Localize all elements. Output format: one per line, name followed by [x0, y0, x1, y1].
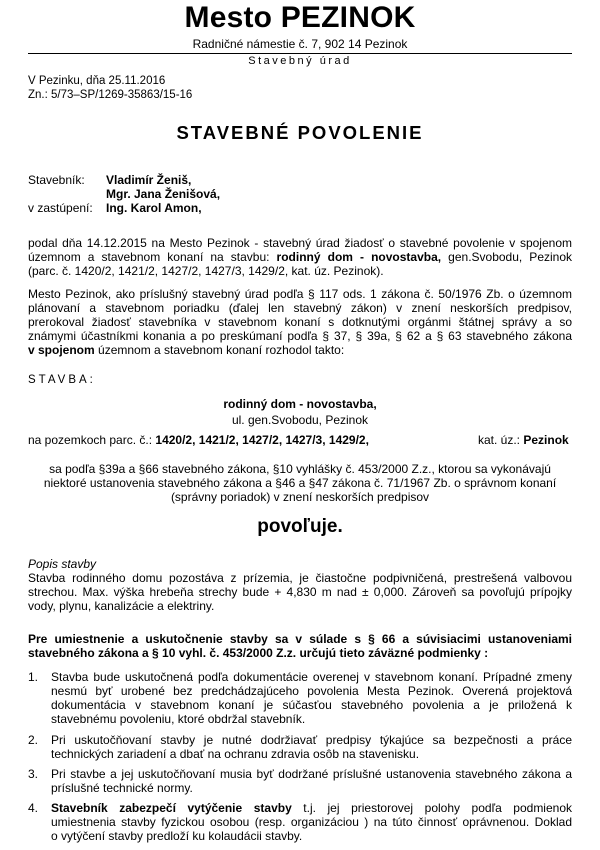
stavba-street: ul. gen.Svobodu, Pezinok	[231, 413, 369, 427]
legal-basis-line-2: niektoré ustanovenia stavebného zákona a §46 a §47 zákona č. 71/1967 Zb. o správnom konaní	[43, 476, 557, 490]
builder-line-1	[28, 173, 191, 187]
stavba-label: STAVBA:	[28, 374, 96, 386]
description-paragraph: Stavba rodinného domu pozostáva z prízemia, je čiastočne podpivničená, prestrešená valbovou strechou. Max. výška hrebeňa strechy bude + 4,830 m nad ± 0,000. Zároveň sa povoľujú prípojky vody, plynu, kanalizácie a elektriny.	[28, 571, 572, 613]
conditions-heading: Pre umiestnenie a uskutočnenie stavby sa v súlade s § 66 a súvisiacimi ustanoveniami stavebného zákona a § 10 vyhl. č. 453/2000 Z.z. určujú tieto záväzné podmienky :	[28, 632, 572, 660]
condition-item: 4. Stavebník zabezpečí vytýčenie stavby t.j. jej priestorovej polohy podľa podmienok umiestnenia stavby fyzickou osobou (resp. organizáciou ) na túto činnosť oprávnenou. Doklad o vytýčení stavby predloží ku kolaudácii stavby.	[28, 801, 572, 843]
representative-name: Ing. Karol Amon,	[106, 201, 202, 215]
parcels-line: na pozemkoch parc. č.: 1420/2, 1421/2, 1427/2, 1427/3, 1429/2,	[28, 433, 369, 447]
stavba-name: rodinný dom - novostavba,	[223, 397, 377, 411]
description-heading: Popis stavby	[28, 557, 97, 571]
office-name: Stavebný úrad	[248, 55, 352, 67]
representative-label: v zastúpení:	[28, 201, 93, 215]
authority-paragraph: Mesto Pezinok, ako príslušný stavebný úrad podľa § 117 ods. 1 zákona č. 50/1976 Zb. o územnom plánovaní a stavebnom poriadku (ďalej len stavebný zákon) v znení neskorších predpisov, prerokoval žiadosť stavebníka v stavebnom konaní s dotknutými orgánmi štátnej správy a so známymi účastníkmi konania a po preskúmaní podľa § 37, § 39a, § 62 a § 63 stavebného zákona v spojenom územnom a stavebnom konaní rozhodol takto:	[28, 287, 572, 357]
place-date: V Pezinku, dňa 25.11.2016	[28, 75, 166, 87]
parcel-numbers: 1420/2, 1421/2, 1427/2, 1427/3, 1429/2,	[155, 433, 369, 447]
reference-number: Zn.: 5/73–SP/1269-35863/15-16	[28, 89, 193, 101]
legal-basis-line-3: (správny poriadok) v znení neskorších predpisov	[170, 490, 430, 504]
condition-item: 2. Pri uskutočňovaní stavby je nutné dodržiavať predpisy týkajúce sa bezpečnosti a práce technických zariadení a dbať na ochranu zdravia osôb na stavenisku.	[28, 733, 572, 761]
representative-line	[28, 201, 202, 215]
legal-basis-line-1: sa podľa §39a a §66 stavebného zákona, §10 vyhlášky č. 453/2000 Z.z., ktorou sa vykonávajú	[49, 462, 551, 476]
condition-item: 3. Pri stavbe a jej uskutočňovaní musia byť dodržané príslušné ustanovenia stavebného zákona a príslušné technické normy.	[28, 767, 572, 795]
builder-name-2: Mgr. Jana Ženišová,	[106, 187, 221, 201]
builder-name-1: Vladimír Ženiš,	[106, 173, 192, 187]
document-title: STAVEBNÉ POVOLENIE	[176, 122, 424, 143]
city-address: Radničné námestie č. 7, 902 14 Pezinok	[192, 37, 408, 51]
builder-line-2	[28, 187, 220, 201]
application-paragraph: podal dňa 14.12.2015 na Mesto Pezinok - stavebný úrad žiadosť o stavebné povolenie v spojenom územnom a stavebnom konaní na stavbu: rodinný dom - novostavba, gen.Svobodu, Pezinok (parc. č. 1420/2, 1421/2, 1427/2, 1427/3, 1429/2, kat. úz. Pezinok).	[28, 236, 572, 278]
cadastral-area: kat. úz.: Pezinok	[478, 433, 569, 447]
city-name: Mesto PEZINOK	[184, 1, 416, 34]
builder-label: Stavebník:	[28, 173, 85, 187]
condition-item: 1. Stavba bude uskutočnená podľa dokumentácie overenej v stavebnom konaní. Prípadné zmeny nesmú byť urobené bez predchádzajúceho povolenia Mesta Pezinok. Overená projektová dokumentácia v stavebnom konaní je súčasťou stavebného povolenia a je priložená k stavebnému povoleniu, ktoré obdržal stavebník.	[28, 670, 572, 726]
decision-verb: povoľuje.	[257, 516, 343, 537]
